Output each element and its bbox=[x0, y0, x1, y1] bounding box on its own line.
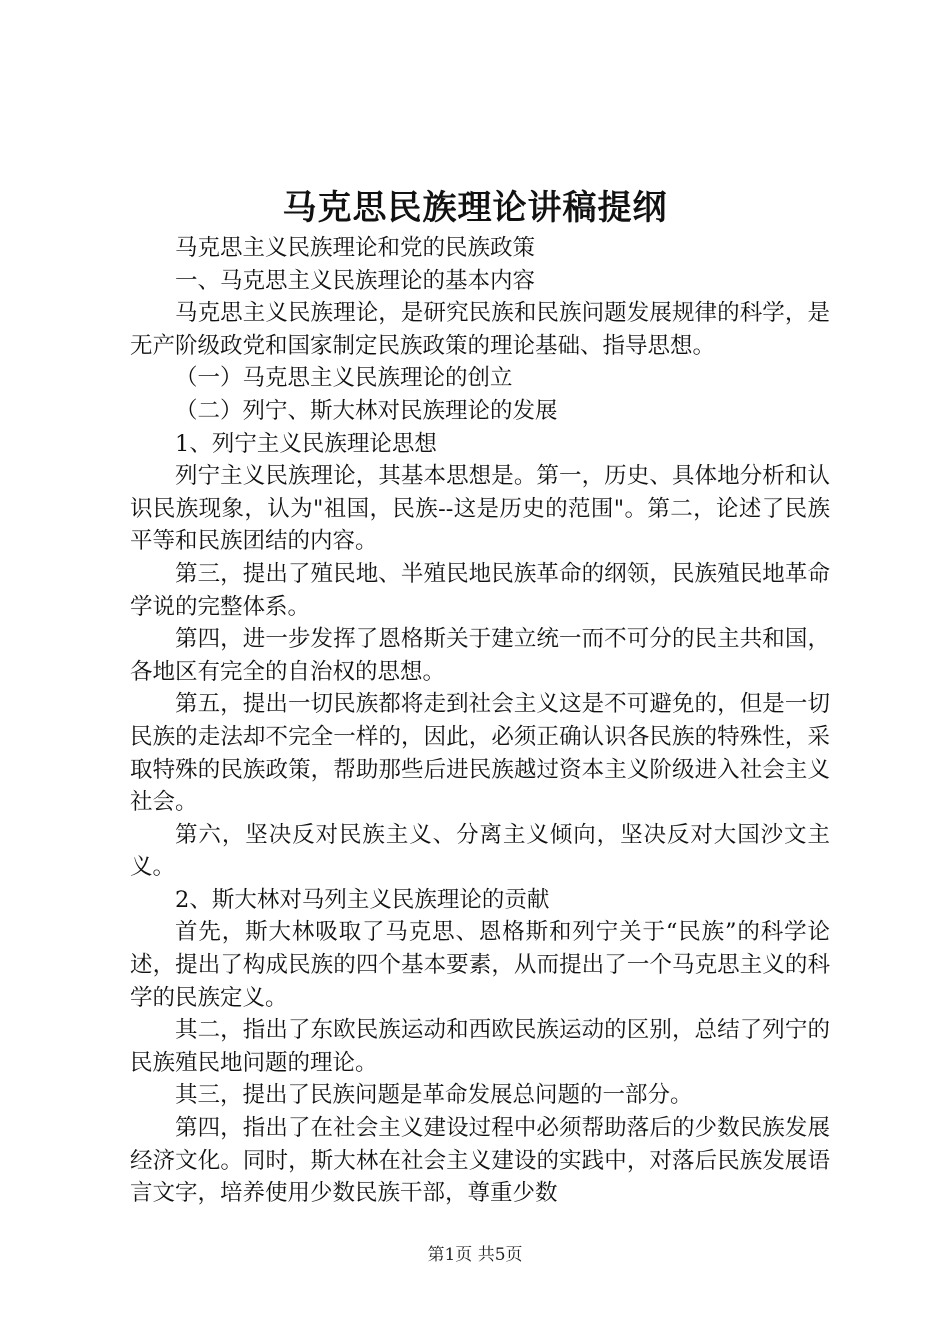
paragraph: 其二，指出了东欧民族运动和西欧民族运动的区别，总结了列宁的民族殖民地问题的理论。 bbox=[130, 1017, 830, 1076]
paragraph: 首先，斯大林吸取了马克思、恩格斯和列宁关于“民族”的科学论述，提出了构成民族的四个基本要素，从而提出了一个马克思主义的科学的民族定义。 bbox=[130, 919, 830, 1011]
paragraph: 列宁主义民族理论，其基本思想是。第一，历史、具体地分析和认识民族现象，认为"祖国，民族--这是历史的范围"。第二，论述了民族平等和民族团结的内容。 bbox=[130, 463, 830, 555]
paragraph: （二）列宁、斯大林对民族理论的发展 bbox=[175, 397, 558, 424]
paragraph: 2、斯大林对马列主义民族理论的贡献 bbox=[175, 886, 550, 913]
page-footer: 第1页 共5页 bbox=[427, 1245, 523, 1265]
document-title: 马克思民族理论讲稿提纲 bbox=[282, 188, 668, 228]
paragraph: 1、列宁主义民族理论思想 bbox=[175, 430, 437, 457]
document-body bbox=[130, 232, 830, 1210]
paragraph: 其三，提出了民族问题是革命发展总问题的一部分。 bbox=[175, 1082, 693, 1109]
paragraph: 马克思主义民族理论和党的民族政策 bbox=[175, 235, 536, 261]
paragraph: 一、马克思主义民族理论的基本内容 bbox=[175, 267, 536, 294]
paragraph: 第五，提出一切民族都将走到社会主义这是不可避免的，但是一切民族的走法却不完全一样的，因此，必须正确认识各民族的特殊性，采取特殊的民族政策，帮助那些后进民族越过资本主义阶级进入社会主义社会。 bbox=[130, 691, 830, 816]
paragraph: 第六，坚决反对民族主义、分离主义倾向，坚决反对大国沙文主义。 bbox=[130, 821, 830, 881]
paragraph: 马克思主义民族理论，是研究民族和民族问题发展规律的科学，是无产阶级政党和国家制定民族政策的理论基础、指导思想。 bbox=[130, 300, 830, 359]
paragraph: 第四，指出了在社会主义建设过程中必须帮助落后的少数民族发展经济文化。同时，斯大林在社会主义建设的实践中，对落后民族发展语言文字，培养使用少数民族干部，尊重少数 bbox=[130, 1115, 830, 1207]
paragraph: 第三，提出了殖民地、半殖民地民族革命的纲领，民族殖民地革命学说的完整体系。 bbox=[130, 560, 830, 620]
paragraph: （一）马克思主义民族理论的创立 bbox=[175, 365, 513, 392]
paragraph: 第四，进一步发挥了恩格斯关于建立统一而不可分的民主共和国，各地区有完全的自治权的思想。 bbox=[130, 626, 830, 685]
